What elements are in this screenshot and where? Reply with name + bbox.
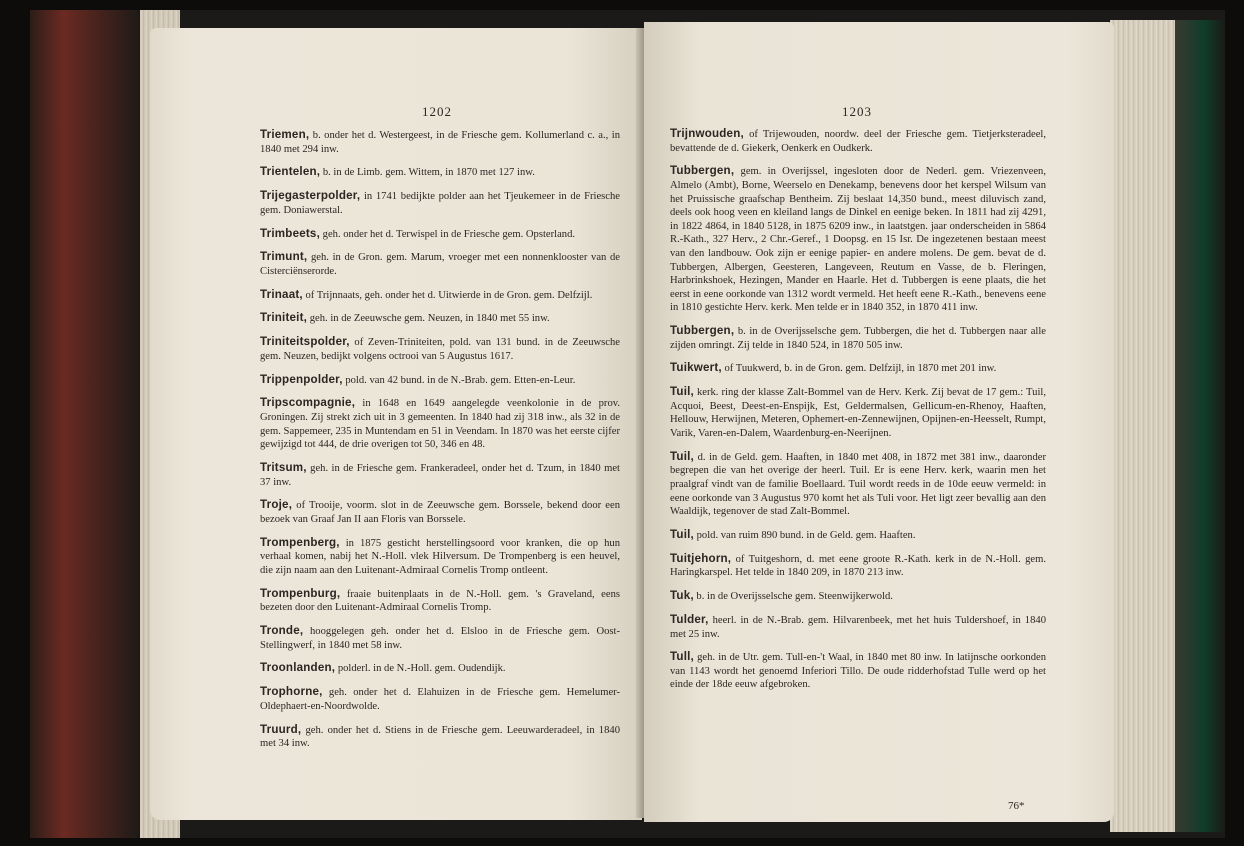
- entry-list: [670, 127, 1046, 701]
- dictionary-entry: [670, 450, 1046, 519]
- entry-headword: Tuikwert,: [670, 361, 722, 375]
- entry-text: of Trijnnaats, geh. onder het d. Uitwierde in de Gron. gem. Delfzijl.: [302, 289, 593, 301]
- dictionary-entry: [670, 324, 1046, 352]
- dictionary-entry: [670, 589, 1046, 604]
- entry-headword: Triniteitspolder,: [260, 335, 350, 349]
- entry-text: geh. in de Gron. gem. Marum, vroeger met een nonnenklooster van de Cisterciënserorde.: [260, 252, 620, 277]
- entry-headword: Trimbeets,: [260, 226, 320, 240]
- dictionary-entry: [260, 373, 620, 388]
- entry-headword: Trijegasterpolder,: [260, 189, 361, 203]
- entry-headword: Tuil,: [670, 385, 694, 399]
- dictionary-entry: [670, 361, 1046, 376]
- entry-text: gem. in Overijssel, ingesloten door de Nederl. gem. Vriezenveen, Almelo (Ambt), Borne, Weerselo en Denekamp, benevens door het kerspel Wilsum van het Pruissische graafschap Bentheim. Zij beslaat 14,350 bund., meest diluvisch zand, deels ook hoog veen en kleiland langs de Dinkel en eenige beken. In 1811 had zij 4291, in 1822 4864, in 1840 5128, in 1875 6209 inw., in laatstgen. jaar onderscheiden in 5864 R.-Kath., 327 Herv., 2 Chr.-Geref., 1 Doopsg. en 15 Isr. De ingezetenen bestaan meest van den landbouw. Ook zijn er eenige papier- en andere molens. De gem. bevat de d. Tubbergen, Albergen, Geesteren, Langeveen, Reutum en Vasse, de b. Fleringen, Harbrinkshoek, Hezingen, Mander en Haarle. Het d. Tubbergen is eene plaats, die het eerst in eene oorkonde van 1312 wordt vermeld. Het heeft eene R.-Kath., benevens eene in 1810 gestichte Herv. kerk. Men telde er in 1840 352, in 1870 411 inw.: [670, 166, 1046, 314]
- entry-headword: Triniteit,: [260, 311, 308, 325]
- entry-headword: Tuk,: [670, 589, 694, 603]
- entry-headword: Trophorne,: [260, 685, 323, 699]
- dictionary-entry: [260, 587, 620, 615]
- dictionary-entry: [260, 396, 620, 451]
- entry-text: b. in de Limb. gem. Wittem, in 1870 met 127 inw.: [320, 167, 535, 179]
- entry-text: geh. onder het d. Stiens in de Friesche gem. Leeuwarderadeel, in 1840 met 34 inw.: [260, 724, 620, 750]
- dictionary-entry: [260, 311, 620, 326]
- entry-text: geh. onder het d. Elahuizen in de Friesche gem. Hemelumer-Oldephaert-en-Noordwolde.: [260, 687, 620, 712]
- dictionary-entry: [670, 127, 1046, 155]
- entry-headword: Tronde,: [260, 624, 304, 638]
- entry-headword: Trientelen,: [260, 165, 321, 179]
- dictionary-entry: [260, 661, 620, 676]
- dictionary-entry: [260, 723, 620, 751]
- dictionary-entry: [260, 498, 620, 526]
- dictionary-entry: [670, 613, 1046, 641]
- dictionary-entry: [670, 650, 1046, 692]
- dictionary-entry: [260, 250, 620, 278]
- dictionary-entry: [260, 227, 620, 242]
- entry-text: b. in de Overijsselsche gem. Tubbergen, die het d. Tubbergen naar alle zijden omringt. Zij telde in 1840 524, in 1870 505 inw.: [670, 326, 1046, 351]
- entry-text: geh. in de Friesche gem. Frankeradeel, onder het d. Tzum, in 1840 met 37 inw.: [260, 462, 620, 488]
- dictionary-entry: [260, 685, 620, 713]
- entry-text: of Trijewouden, noordw. deel der Friesche gem. Tietjerksteradeel, bevattende de d. Giekerk, Oenkerk en Oudkerk.: [670, 129, 1046, 154]
- entry-text: geh. in de Zeeuwsche gem. Neuzen, in 1840 met 55 inw.: [307, 313, 550, 325]
- entry-text: of Tuitgeshorn, d. met eene groote R.-Kath. kerk in de N.-Holl. gem. Haringkarspel. Het telde in 1840 209, in 1870 213 inw.: [670, 553, 1046, 579]
- dictionary-entry: [670, 164, 1046, 315]
- entry-headword: Truurd,: [260, 722, 302, 736]
- entry-headword: Tubbergen,: [670, 164, 735, 178]
- dictionary-entry: [260, 189, 620, 217]
- dictionary-entry: [670, 385, 1046, 440]
- entry-text: d. in de Geld. gem. Haaften, in 1840 met 408, in 1872 met 381 inw., daaronder begrepen die van het overige der heerl. Tuil. Er is eene Herv. kerk, waarin men het praalgraf vindt van de familie Boellaard. Tuil wordt reeds in de 10de eeuw vermeld: in eene oorkonde van 3 Augustus 970 komt het als Tuli voor. Het ligt zeer bevallig aan den Waaldijk, tegenover de stad Zalt-Bommel.: [670, 451, 1046, 518]
- dictionary-entry: [260, 288, 620, 303]
- entry-headword: Triemen,: [260, 128, 310, 141]
- entry-headword: Tripscompagnie,: [260, 396, 356, 410]
- entry-text: of Zeven-Triniteiten, pold. van 131 bund. in de Zeeuwsche gem. Neuzen, bedijkt volgens octrooi van 5 Augustus 1617.: [260, 337, 620, 362]
- entry-headword: Tull,: [670, 650, 694, 664]
- signature-mark: 76*: [1008, 800, 1025, 812]
- entry-text: heerl. in de N.-Brab. gem. Hilvarenbeek, met het huis Tuldershoef, in 1840 met 25 inw.: [670, 614, 1046, 640]
- entry-headword: Tubbergen,: [670, 324, 735, 338]
- entry-text: of Trooije, voorm. slot in de Zeeuwsche gem. Borssele, bekend door een bezoek van Graaf Jan II aan Floris van Borssele.: [260, 500, 620, 525]
- right-page-edges: [1110, 20, 1225, 832]
- entry-text: b. onder het d. Westergeest, in de Friesche gem. Kollumerland c. a., in 1840 met 294 inw.: [260, 130, 620, 155]
- entry-headword: Troje,: [260, 498, 293, 512]
- dictionary-entry: [260, 536, 620, 578]
- entry-text: fraaie buitenplaats in de N.-Holl. gem. 's Graveland, eens bezeten door den Luitenant-Admiraal Cornelis Tromp.: [260, 588, 620, 614]
- entry-text: of Tuukwerd, b. in de Gron. gem. Delfzijl, in 1870 met 201 inw.: [721, 363, 997, 375]
- entry-text: hooggelegen geh. onder het d. Elsloo in de Friesche gem. Oost-Stellingwerf, in 1840 met 58 inw.: [260, 626, 620, 651]
- entry-headword: Tritsum,: [260, 460, 307, 474]
- entry-text: kerk. ring der klasse Zalt-Bommel van de Herv. Kerk. Zij bevat de 17 gem.: Tuil, Acquoi, Beest, Deest-en-Enspijk, Est, Geldermalsen, Gellicum-en-Rhenoy, Haaften, Hellouw, Herwijnen, Meteren, Ophemert-en-Zennewijnen, Opijnen-en-Heesselt, Rumpt, Varik, Varen-en-Dalem, Waardenburg-en-Neerijnen.: [670, 387, 1046, 440]
- right-page: [644, 22, 1114, 822]
- dictionary-entry: [260, 128, 620, 156]
- entry-text: in 1875 gesticht herstellingsoord voor kranken, die op hun verhaal komen, nabij het N.-Holl. vlek Hilversum. De Trompenberg is een heuvel, die zijn naam aan den Luitenant-Admiraal Cornelis Tromp ontleent.: [260, 537, 620, 576]
- entry-headword: Tuil,: [670, 527, 694, 541]
- entry-headword: Tuil,: [670, 449, 694, 463]
- entry-headword: Tuitjehorn,: [670, 551, 732, 565]
- dictionary-entry: [670, 528, 1046, 543]
- left-page: [150, 28, 642, 820]
- entry-headword: Trinaat,: [260, 287, 303, 301]
- dictionary-entry: [260, 461, 620, 489]
- dictionary-entry: [260, 624, 620, 652]
- entry-headword: Trompenberg,: [260, 535, 340, 549]
- entry-headword: Trippenpolder,: [260, 372, 343, 386]
- entry-text: in 1648 en 1649 aangelegde veenkolonie in de prov. Groningen. Zij strekt zich uit in 3 gemeenten. In 1840 had zij 318 inw., als 32 in de gem. Sappemeer, 235 in Muntendam en 51 in Veendam. In 1870 was het eerste cijfer gewijzigd tot 444, de drie overigen tot 50, 346 en 48.: [260, 398, 620, 451]
- entry-headword: Trijnwouden,: [670, 127, 744, 140]
- entry-headword: Trompenburg,: [260, 586, 341, 600]
- dictionary-entry: [670, 552, 1046, 580]
- page-number: 1203: [842, 104, 872, 119]
- page-number: 1202: [422, 104, 452, 119]
- dictionary-entry: [260, 165, 620, 180]
- entry-headword: Trimunt,: [260, 250, 308, 264]
- entry-text: pold. van ruim 890 bund. in de Geld. gem. Haaften.: [693, 529, 916, 541]
- entry-text: geh. onder het d. Terwispel in de Friesche gem. Opsterland.: [320, 228, 576, 240]
- entry-headword: Tulder,: [670, 612, 709, 626]
- entry-text: pold. van 42 bund. in de N.-Brab. gem. Etten-en-Leur.: [342, 374, 576, 386]
- entry-text: in 1741 bedijkte polder aan het Tjeukemeer in de Friesche gem. Doniawerstal.: [260, 191, 620, 216]
- entry-list: [260, 128, 620, 760]
- entry-text: b. in de Overijsselsche gem. Steenwijkerwold.: [693, 591, 893, 603]
- entry-text: polderl. in de N.-Holl. gem. Oudendijk.: [335, 663, 506, 675]
- dictionary-entry: [260, 335, 620, 363]
- entry-headword: Troonlanden,: [260, 661, 336, 675]
- entry-text: geh. in de Utr. gem. Tull-en-'t Waal, in 1840 met 80 inw. In latijnsche oorkonden van 1143 wordt het genoemd Inferiori Tillo. De oude ridderhofstad Tulle werd op het einde der 18de eeuw afgebroken.: [670, 652, 1046, 691]
